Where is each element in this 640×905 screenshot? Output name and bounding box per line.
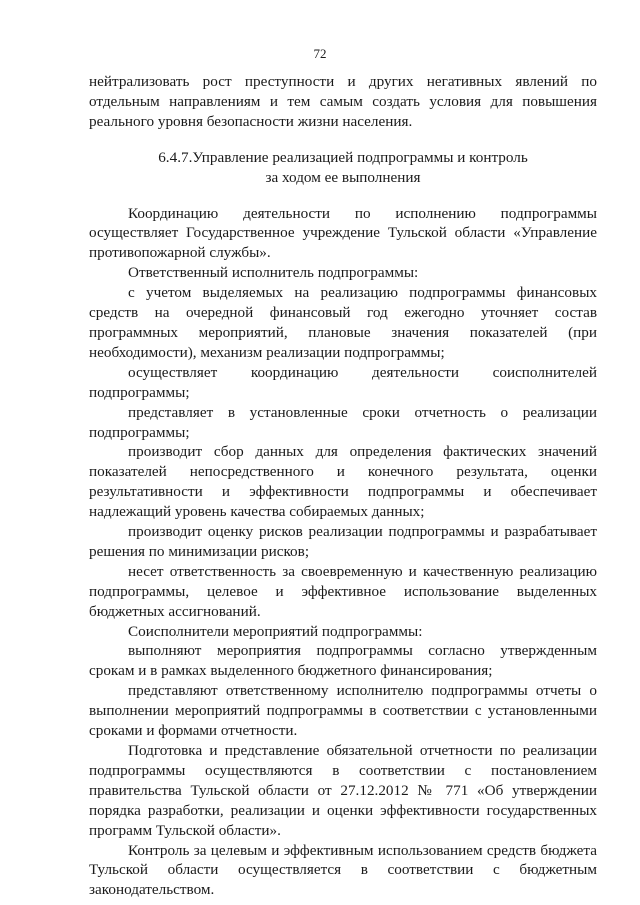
paragraph-budget-control: Контроль за целевым и эффективным использованием средств бюджета Тульской области осуществляется в соответствии с бюджетным законодательством.	[89, 841, 597, 899]
paragraph-reporting: представляет в установленные сроки отчетность о реализации подпрограммы;	[89, 403, 597, 441]
paragraph-responsible-executor: Ответственный исполнитель подпрограммы:	[128, 264, 419, 282]
paragraph-refines-composition: с учетом выделяемых на реализацию подпрограммы финансовых средств на очередной финансовый год ежегодно уточняет состав программных мероприятий, плановые значения показателей (при необходимости), механизм реализации подпрограммы;	[89, 284, 597, 361]
paragraph-responsibility: несет ответственность за своевременную и качественную реализацию подпрограммы, целевое и эффективное использование выделенных бюджетных ассигнований.	[89, 562, 597, 620]
document-body	[89, 72, 597, 900]
section-heading-line-1: 6.4.7.Управление реализацией подпрограммы и контроль	[158, 148, 528, 166]
paragraph-coexecutors: Соисполнители мероприятий подпрограммы:	[128, 622, 423, 640]
paragraph-mandatory-reporting: Подготовка и представление обязательной отчетности по реализации подпрограммы осуществляются в соответствии с постановлением правительства Тульской области от 27.12.2012 № 771 «Об утверждении порядка разработки, реализации и оценки эффективности государственных программ Тульской области».	[89, 742, 597, 839]
paragraph-data-collection: производит сбор данных для определения фактических значений показателей непосредственного и конечного результата, оценки результативности и эффективности подпрограммы и обеспечивает надлежащий уровень качества собираемых данных;	[89, 443, 597, 521]
intro-paragraph: нейтрализовать рост преступности и других негативных явлений по отдельным направлениям и тем самым создать условия для повышения реального уровня безопасности жизни населения.	[89, 73, 597, 130]
section-heading	[89, 148, 597, 188]
paragraph-submit-reports: представляют ответственному исполнителю подпрограммы отчеты о выполнении мероприятий подпрограммы в соответствии с установленными сроками и формами отчетности.	[89, 682, 597, 740]
paragraph-perform-activities: выполняют мероприятия подпрограммы согласно утвержденным срокам и в рамках выделенного бюджетного финансирования;	[89, 642, 597, 680]
paragraph-coordinates-coexecutors: осуществляет координацию деятельности соисполнителей подпрограммы;	[89, 363, 597, 401]
page-number: 72	[313, 46, 327, 61]
section-heading-line-2: за ходом ее выполнения	[265, 168, 421, 186]
paragraph-coordination: Координацию деятельности по исполнению подпрограммы осуществляет Государственное учреждение Тульской области «Управление противопожарной службы».	[89, 204, 597, 262]
paragraph-risk-assessment: производит оценку рисков реализации подпрограммы и разрабатывает решения по минимизации рисков;	[89, 523, 597, 560]
